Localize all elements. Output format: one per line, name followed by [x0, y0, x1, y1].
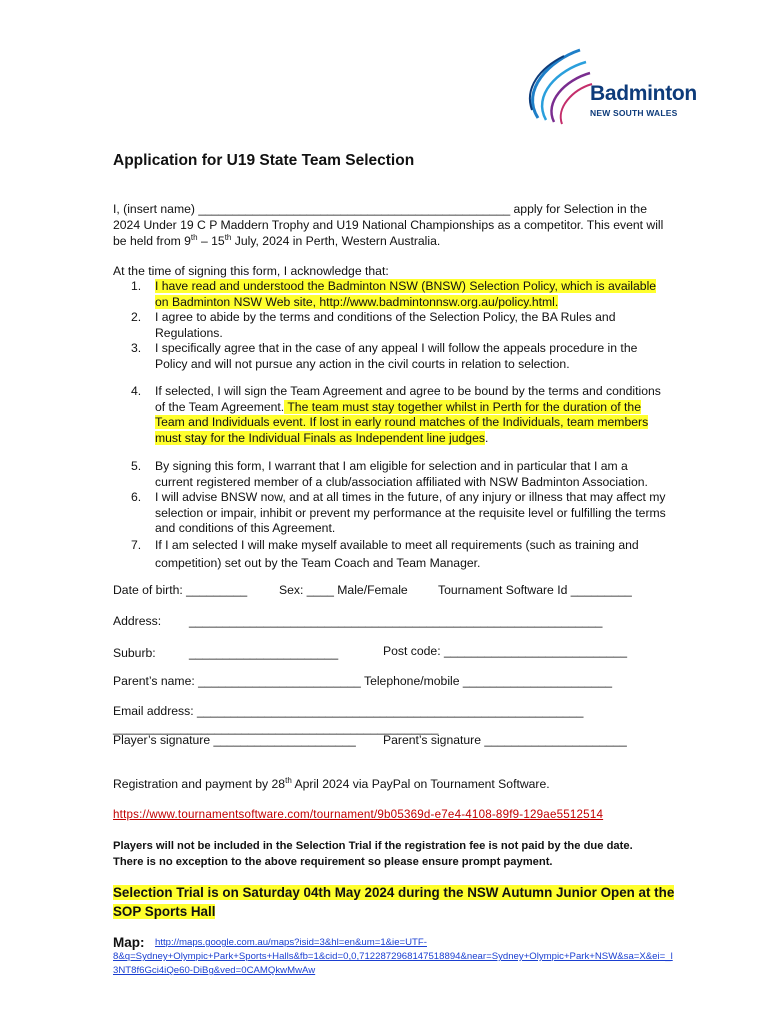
item-text: By signing this form, I warrant that I am eligible for selection and in particular that I am a — [155, 459, 628, 473]
suburb-field[interactable]: ______________________ — [189, 646, 339, 660]
email-field-continuation[interactable]: ________________________________________________ — [113, 721, 439, 735]
item-text-highlight: must stay for the Individual Finals as Independent line judges — [155, 430, 485, 445]
warning-line-1: Players will not be included in the Selection Trial if the registration fee is not paid by the due date. — [113, 840, 633, 852]
item-number: 3. — [131, 341, 142, 355]
list-item — [131, 536, 701, 572]
item-number: 1. — [131, 279, 142, 293]
address-label: Address: — [113, 614, 162, 628]
item-text: current registered member of a club/association affiliated with NSW Badminton Association. — [155, 474, 648, 489]
trial-line-1: Selection Trial is on Saturday 04th May 2024 during the NSW Autumn Junior Open at the — [113, 885, 675, 900]
item-text-highlight: on Badminton NSW Web site, http://www.badmintonnsw.org.au/policy.html. — [155, 294, 559, 309]
item-text: competition) set out by the Team Coach and Team Manager. — [155, 556, 481, 570]
list-item — [131, 490, 701, 537]
item-number: 2. — [131, 310, 142, 324]
item-text: If selected, I will sign the Team Agreement and agree to be bound by the terms and conditions — [155, 384, 661, 398]
registration-text-part: April 2024 via PayPal on Tournament Software. — [291, 777, 550, 791]
map-label: Map: — [113, 935, 145, 950]
item-text: I specifically agree that in the case of any appeal I will follow the appeals procedure in the — [155, 341, 638, 355]
item-number: 5. — [131, 459, 142, 473]
list-item — [131, 310, 701, 341]
selection-trial-notice — [113, 883, 713, 921]
payment-warning — [113, 838, 713, 870]
map-link[interactable] — [113, 936, 713, 978]
item-text-highlight: Team and Individuals event. If lost in early round matches of the Individuals, team members — [155, 415, 649, 430]
player-signature-field[interactable]: Player’s signature _____________________ — [113, 733, 356, 747]
registration-text — [113, 777, 550, 791]
email-field[interactable]: Email address: _________________________________________________________ — [113, 704, 584, 718]
warning-line-2: There is no exception to the above requirement so please ensure prompt payment. — [113, 856, 553, 868]
item-text: selection or impair, inhibit or prevent my performance at the requisite level or fulfilling the terms — [155, 505, 666, 520]
item-text: of the Team Agreement. — [155, 399, 285, 414]
ordinal-suffix: th — [190, 232, 198, 242]
list-item — [131, 341, 701, 372]
list-item — [131, 279, 701, 310]
item-text: I agree to abide by the terms and conditions of the Selection Policy, the BA Rules and — [155, 310, 616, 324]
dob-field[interactable]: Date of birth: _________ — [113, 583, 248, 597]
ordinal-suffix: th — [285, 775, 292, 785]
page-title: Application for U19 State Team Selection — [113, 152, 415, 169]
ordinal-suffix: th — [224, 232, 232, 242]
intro-paragraph — [113, 201, 713, 249]
intro-line-3 — [113, 233, 713, 249]
item-text: and conditions of this Agreement. — [155, 521, 336, 536]
map-link-line-2[interactable]: 8&q=Sydney+Olympic+Park+Sports+Halls&fb=1&cid=0,0,7122872968147518894&near=Sydney+Olympic+Park+NSW&sa=X&ei=_l — [113, 951, 673, 962]
logo-wordmark: Badminton — [590, 82, 697, 105]
address-field[interactable]: _____________________________________________________________ — [189, 614, 603, 628]
item-text-highlight: The team must stay together whilst in Perth for the duration of the — [284, 399, 641, 414]
list-item — [131, 459, 701, 490]
intro-line-1: I, (insert name) ______________________________________________ apply for Selection in the — [113, 202, 647, 216]
list-item: 4. If selected, I will sign the Team Agreement and agree to be bound by the terms and conditions of the Team Agreement. The team must stay together whilst in Perth for the duration of the Team and Individuals event. If lost in early round matches of the Individuals, team members must stay for the Individual Finals as Independent line judges. — [131, 384, 661, 445]
parent-signature-field[interactable]: Parent’s signature _____________________ — [383, 733, 627, 747]
postcode-field[interactable]: Post code: ___________________________ — [383, 644, 627, 658]
intro-line-2: 2024 Under 19 C P Maddern Trophy and U19 National Championships as a competitor. This event will — [113, 218, 664, 232]
tournament-software-link[interactable]: https://www.tournamentsoftware.com/tournament/9b05369d-e7e4-4108-89f9-129ae5512514 — [113, 808, 604, 821]
parent-telephone-fields[interactable]: Parent’s name: ________________________ Telephone/mobile ______________________ — [113, 674, 613, 688]
item-text: Policy and will not pursue any action in the civil courts in relation to selection. — [155, 356, 570, 371]
item-number: 4. — [131, 384, 142, 398]
item-text: I will advise BNSW now, and at all times in the future, of any injury or illness that may affect my — [155, 490, 666, 504]
map-link-line-3[interactable]: 3NT8f6Gci4iQe60-DiBg&ved=0CAMQkwMwAw — [113, 965, 316, 976]
logo-subtitle: NEW SOUTH WALES — [590, 108, 678, 118]
map-link-line-1[interactable]: http://maps.google.com.au/maps?isid=3&hl=en&um=1&ie=UTF- — [155, 937, 427, 948]
suburb-label: Suburb: — [113, 646, 156, 660]
badminton-nsw-logo — [510, 40, 700, 130]
registration-text-part: Registration and payment by 28 — [113, 777, 286, 791]
trial-line-2: SOP Sports Hall — [113, 904, 216, 919]
item-text: Regulations. — [155, 325, 223, 340]
sex-field[interactable]: Sex: ____ Male/Female — [279, 583, 408, 597]
item-number: 6. — [131, 490, 142, 504]
tournament-id-field[interactable]: Tournament Software Id _________ — [438, 583, 632, 597]
item-text: If I am selected I will make myself available to meet all requirements (such as training and — [155, 538, 639, 552]
item-number: 7. — [131, 538, 142, 552]
item-text-highlight: I have read and understood the Badminton NSW (BNSW) Selection Policy, which is available — [155, 279, 657, 293]
intro-text: – 15 — [197, 234, 225, 248]
intro-text: July, 2024 in Perth, Western Australia. — [231, 234, 441, 248]
intro-text: be held from 9 — [113, 234, 191, 248]
acknowledge-lead: At the time of signing this form, I acknowledge that: — [113, 264, 389, 278]
